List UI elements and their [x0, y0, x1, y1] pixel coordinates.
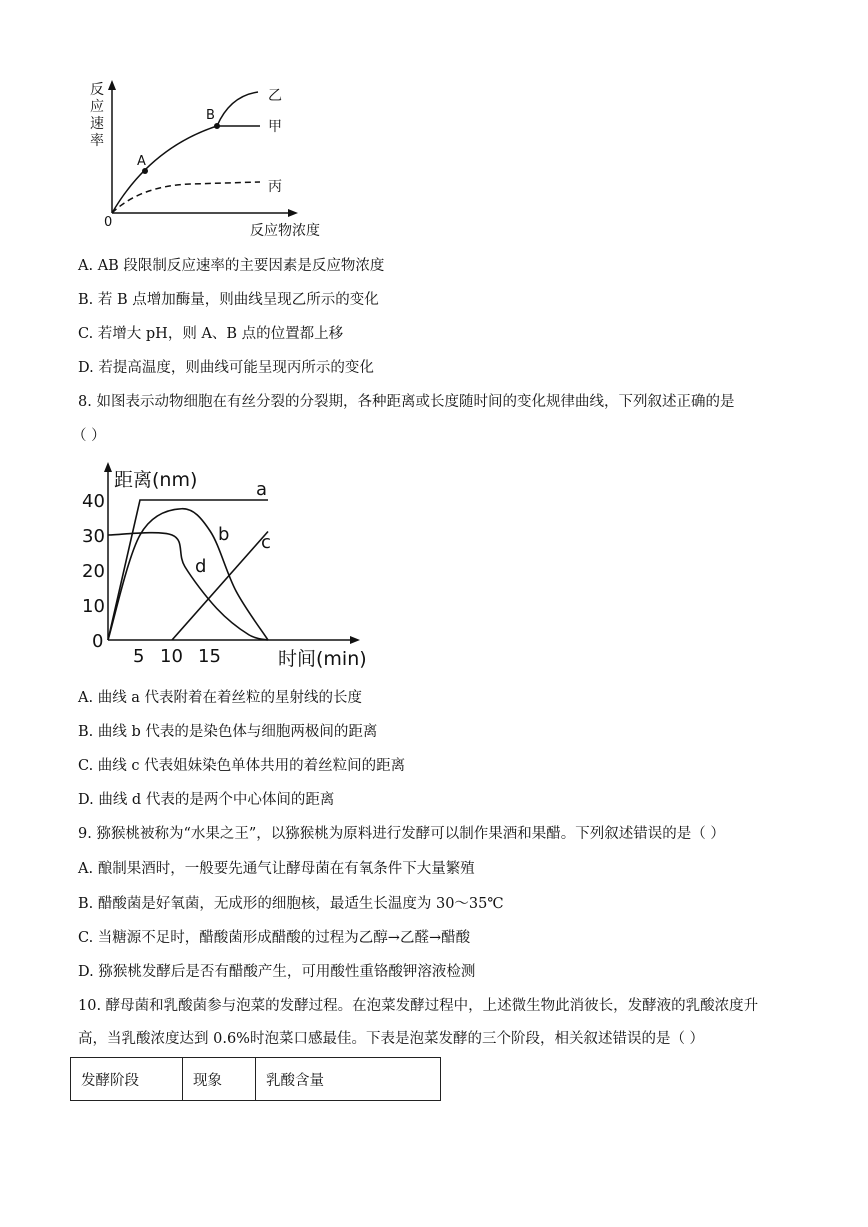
- table-header-cell: 现象: [183, 1058, 256, 1101]
- series-line-c: [172, 532, 268, 641]
- chart-x-axis-arrow: [350, 636, 360, 644]
- point-b-label: B: [206, 108, 215, 123]
- chart-y-axis-arrow: [104, 462, 112, 472]
- q10-stem-line2: 高，当乳酸浓度达到 0.6%时泡菜口感最佳。下表是泡菜发酵的三个阶段，相关叙述错误的是（ ）: [78, 1031, 705, 1047]
- y-axis-arrow: [108, 80, 116, 90]
- series-label-c: c: [261, 532, 271, 553]
- table-header-cell: 发酵阶段: [71, 1058, 183, 1101]
- q8-option-a: A. 曲线 a 代表附着在着丝粒的星射线的长度: [78, 690, 363, 706]
- q8-answer-paren: （ ）: [72, 428, 106, 444]
- q10-stem-line1: 10. 酵母菌和乳酸菌参与泡菜的发酵过程。在泡菜发酵过程中，上述微生物此消彼长，发酵液的乳酸浓度升: [78, 998, 759, 1014]
- reaction-rate-figure: [80, 78, 350, 243]
- chart-series-layer: [108, 500, 268, 640]
- series-label-b: b: [218, 524, 230, 545]
- curve-label-bing: 丙: [268, 179, 282, 195]
- point-a-label: A: [137, 154, 146, 169]
- q7-option-c: C. 若增大 pH，则 A、B 点的位置都上移: [78, 326, 344, 342]
- series-line-b: [108, 509, 268, 640]
- series-label-d: d: [195, 556, 207, 577]
- y-axis-label-char: 率: [90, 133, 104, 149]
- y-axis-label-char: 应: [90, 99, 104, 115]
- chart-x-tick-label: 15: [198, 646, 221, 667]
- q9-option-a: A. 酿制果酒时，一般要先通气让酵母菌在有氧条件下大量繁殖: [78, 861, 475, 877]
- q8-option-d: D. 曲线 d 代表的是两个中心体间的距离: [78, 792, 335, 808]
- curve-yi: [217, 92, 258, 126]
- fermentation-table: [70, 1057, 441, 1101]
- q9-stem: 9. 猕猴桃被称为“水果之王”，以猕猴桃为原料进行发酵可以制作果酒和果醋。下列叙述错误的是（ ）: [78, 826, 725, 842]
- q8-option-b: B. 曲线 b 代表的是染色体与细胞两极间的距离: [78, 724, 378, 740]
- q9-option-d: D. 猕猴桃发酵后是否有醋酸产生，可用酸性重铬酸钾溶液检测: [78, 964, 476, 980]
- q7-option-a: A. AB 段限制反应速率的主要因素是反应物浓度: [78, 258, 385, 274]
- chart-y-tick-label: 10: [82, 596, 105, 617]
- curve-label-jia: 甲: [268, 119, 282, 135]
- chart-y-tick-label: 30: [82, 526, 105, 547]
- q8-option-c: C. 曲线 c 代表姐妹染色单体共用的着丝粒间的距离: [78, 758, 406, 774]
- table-header-cell: 乳酸含量: [256, 1058, 441, 1101]
- q9-option-c: C. 当糖源不足时，醋酸菌形成醋酸的过程为乙醇→乙醛→醋酸: [78, 930, 471, 946]
- chart-y-tick-label: 20: [82, 561, 105, 582]
- chart-y-axis-label: 距离(nm): [114, 469, 198, 491]
- y-axis-label-char: 反: [90, 82, 104, 98]
- chart-y-tick-label: 40: [82, 491, 105, 512]
- chart-x-axis-label: 时间(min): [278, 648, 367, 670]
- chart-x-tick-label: 10: [160, 646, 183, 667]
- q7-option-b: B. 若 B 点增加酶量，则曲线呈现乙所示的变化: [78, 292, 379, 308]
- q7-option-d: D. 若提高温度，则曲线可能呈现丙所示的变化: [78, 360, 374, 376]
- series-line-a: [108, 500, 268, 640]
- x-axis-arrow: [288, 209, 298, 217]
- table-header-row: [71, 1058, 441, 1101]
- curve-label-yi: 乙: [268, 88, 282, 104]
- mitosis-distance-chart: [78, 462, 378, 674]
- series-line-d: [108, 533, 268, 640]
- point-b-marker: [214, 123, 220, 129]
- y-axis-label-char: 速: [90, 116, 104, 132]
- origin-label: 0: [104, 215, 113, 230]
- x-axis-label: 反应物浓度: [250, 223, 320, 239]
- series-label-a: a: [256, 479, 268, 500]
- curve-bing: [112, 182, 260, 213]
- q8-stem: 8. 如图表示动物细胞在有丝分裂的分裂期，各种距离或长度随时间的变化规律曲线，下列叙述正确的是: [78, 394, 735, 410]
- q9-option-b: B. 醋酸菌是好氧菌，无成形的细胞核，最适生长温度为 30～35℃: [78, 896, 504, 912]
- chart-y-tick-label: 0: [92, 631, 104, 652]
- chart-x-tick-label: 5: [133, 646, 145, 667]
- curve-jia: [112, 126, 260, 213]
